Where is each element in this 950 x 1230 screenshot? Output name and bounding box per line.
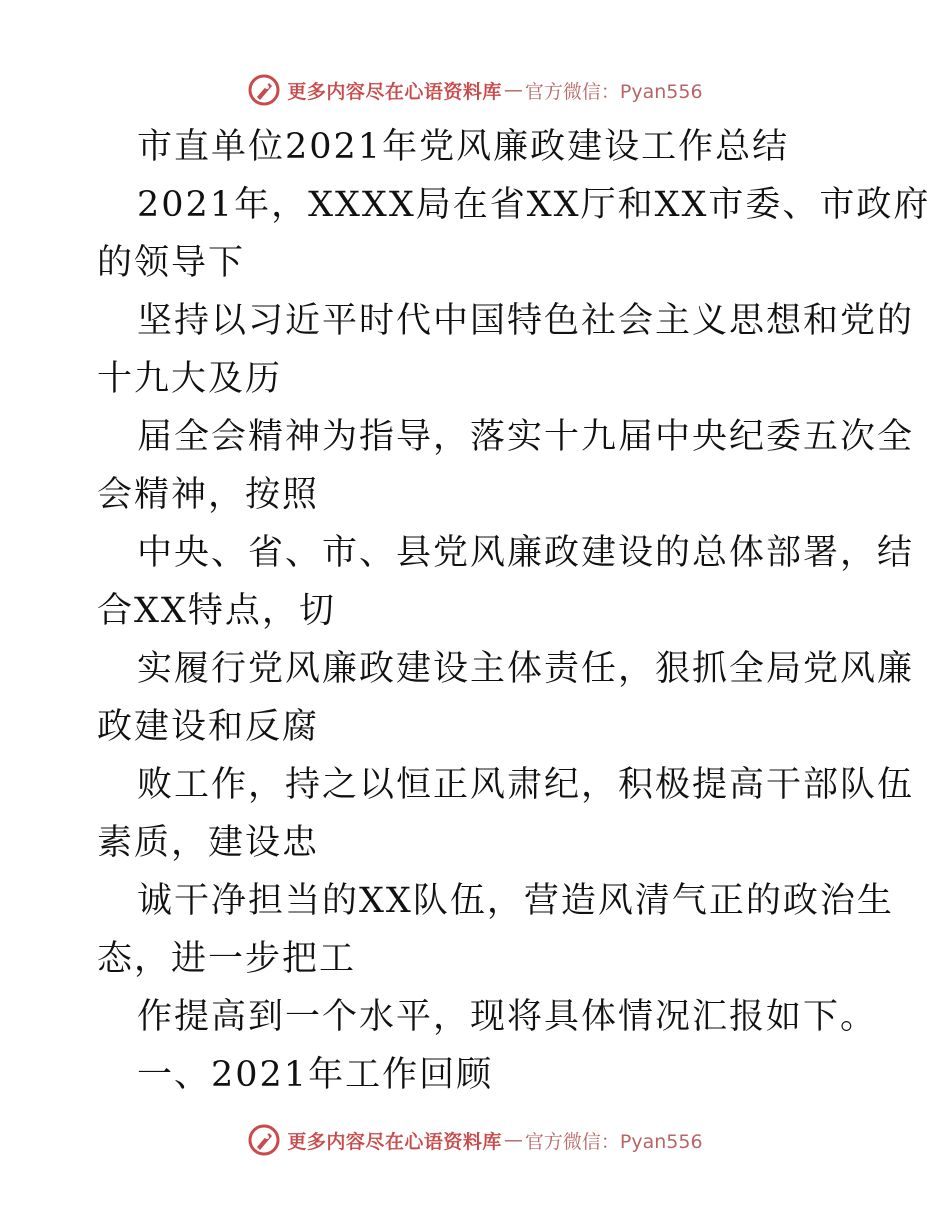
document-line: 政建设和反腐 [97,707,320,747]
footer-watermark-banner [0,1120,950,1160]
document-line: 素质，建设忠 [97,823,320,863]
document-line: 态，进一步把工 [97,939,357,979]
banner-wechat: 官方微信：Pyan556 [524,80,703,103]
document-line: 2021年，XXXX局在省XX厅和XX市委、市政府 [137,185,931,225]
document-title: 市直单位2021年党风廉政建设工作总结 [137,127,790,167]
document-line: 诚干净担当的XX队伍，营造风清气正的政治生 [137,881,894,921]
document-line: 的领导下 [97,243,246,283]
banner-separator: — [503,1129,523,1151]
header-watermark-banner [0,70,950,110]
document-line: 坚持以习近平时代中国特色社会主义思想和党的 [137,301,915,341]
document-line: 败工作，持之以恒正风肃纪，积极提高干部队伍 [137,765,915,805]
banner-text: 更多内容尽在心语资料库 [287,1130,502,1153]
document-line: 届全会精神为指导，落实十九届中央纪委五次全 [137,417,915,457]
document-body [97,118,931,1104]
pen-nib-logo-icon [247,73,281,107]
banner-separator: — [503,79,523,101]
pen-nib-logo-icon [247,1123,281,1157]
document-line: 实履行党风廉政建设主体责任，狠抓全局党风廉 [137,649,915,689]
document-line: 合XX特点，切 [97,591,336,631]
document-line: 作提高到一个水平，现将具体情况汇报如下。 [137,997,878,1037]
document-line: 会精神，按照 [97,475,320,515]
banner-wechat: 官方微信：Pyan556 [524,1130,703,1153]
document-line: 中央、省、市、县党风廉政建设的总体部署，结 [137,533,915,573]
document-line: 十九大及历 [97,359,283,399]
banner-text: 更多内容尽在心语资料库 [287,80,502,103]
document-line: 一、2021年工作回顾 [137,1055,494,1095]
